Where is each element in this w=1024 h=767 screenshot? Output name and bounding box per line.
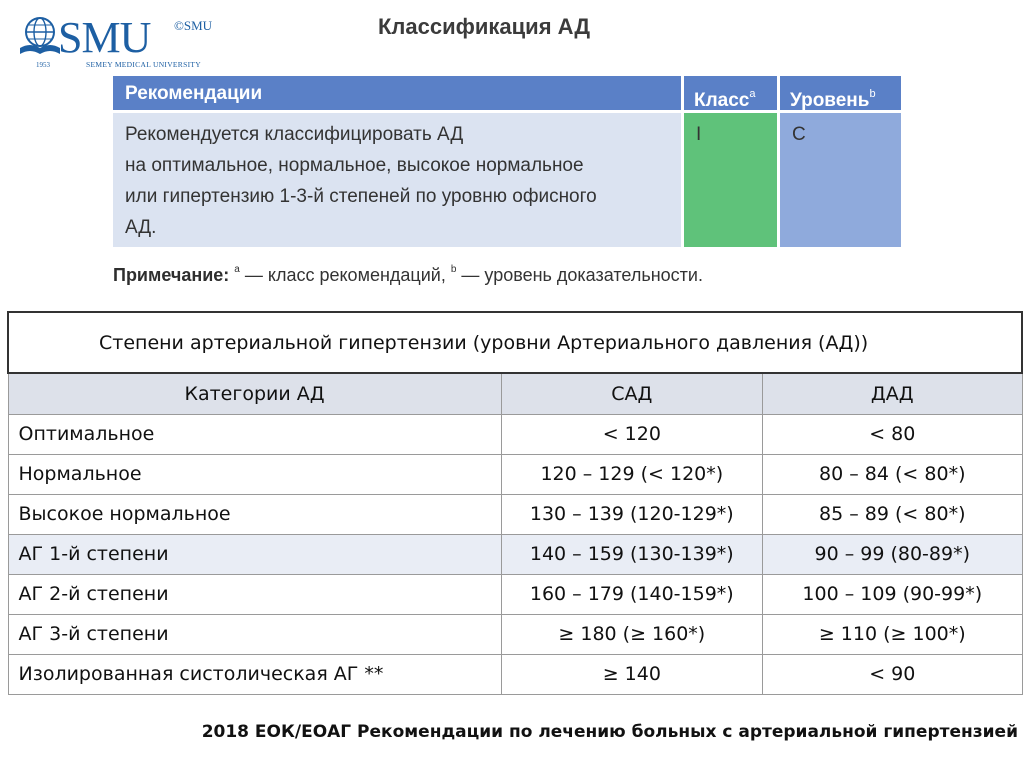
logo-year: 1953 (36, 61, 50, 69)
header-level: Уровень$^b$ (780, 76, 901, 110)
hypertension-grades-table (7, 311, 1023, 695)
column-header-category: Категории АД (8, 373, 501, 414)
note-label: Примечание: (113, 265, 230, 285)
sbp-cell: 160 – 179 (140-159*) (501, 574, 762, 614)
recommendation-table (113, 76, 901, 247)
recommendation-line: Рекомендуется классифицировать АД (125, 124, 464, 145)
dbp-cell: < 80 (763, 414, 1022, 454)
class-superscript: a (749, 88, 756, 100)
footer-source: 2018 ЕОК/ЕОАГ Рекомендации по лечению больных с артериальной гипертензией (201, 722, 1018, 742)
column-header-sbp: САД (501, 373, 762, 414)
table-row (8, 534, 1022, 574)
category-cell: АГ 3-й степени (8, 614, 501, 654)
sbp-cell: 140 – 159 (130-139*) (501, 534, 762, 574)
header-recommendation: Рекомендации (113, 76, 681, 110)
category-cell: Изолированная систолическая АГ ** (8, 654, 501, 694)
table-row (8, 494, 1022, 534)
table-row (8, 614, 1022, 654)
level-superscript: b (869, 88, 876, 100)
dbp-cell: 100 – 109 (90-99*) (763, 574, 1022, 614)
dbp-cell: < 90 (763, 654, 1022, 694)
note-sup-b: b (450, 264, 457, 275)
dbp-cell: 85 – 89 (< 80*) (763, 494, 1022, 534)
column-header-dbp: ДАД (763, 373, 1022, 414)
table-row (8, 414, 1022, 454)
table-caption: Степени артериальной гипертензии (уровни Артериального давления (АД)) (8, 312, 1022, 373)
level-value: C (780, 113, 901, 247)
note (113, 264, 703, 286)
logo-abbreviation: SMU (58, 13, 151, 62)
header-class: Класс$^a$ (684, 76, 777, 110)
recommendation-line: АД. (125, 217, 157, 238)
table-header-row (8, 373, 1022, 414)
dbp-cell: 80 – 84 (< 80*) (763, 454, 1022, 494)
globe-book-icon (18, 14, 62, 62)
category-cell: Высокое нормальное (8, 494, 501, 534)
note-sup-a: a (234, 264, 240, 275)
note-text-a: — класс рекомендаций, (239, 265, 451, 285)
table-row (8, 654, 1022, 694)
sbp-cell: 120 – 129 (< 120*) (501, 454, 762, 494)
dbp-cell: 90 – 99 (80-89*) (763, 534, 1022, 574)
university-logo (18, 13, 213, 74)
table-row (8, 574, 1022, 614)
category-cell: Оптимальное (8, 414, 501, 454)
logo-university-name: SEMEY MEDICAL UNIVERSITY (86, 60, 201, 69)
dbp-cell: ≥ 110 (≥ 100*) (763, 614, 1022, 654)
class-value: I (684, 113, 777, 247)
page-title: Классификация АД (378, 14, 591, 39)
logo-copyright: ©SMU (174, 18, 213, 33)
recommendation-line: на оптимальное, нормальное, высокое нормальное (125, 155, 584, 176)
sbp-cell: ≥ 140 (501, 654, 762, 694)
sbp-cell: ≥ 180 (≥ 160*) (501, 614, 762, 654)
recommendation-text (113, 113, 681, 247)
table-caption-row (8, 312, 1022, 373)
category-cell: АГ 1-й степени (8, 534, 501, 574)
note-text-b: — уровень доказательности. (456, 265, 703, 285)
table-row (8, 454, 1022, 494)
sbp-cell: 130 – 139 (120-129*) (501, 494, 762, 534)
recommendation-line: или гипертензию 1-3-й степеней по уровню офисного (125, 186, 597, 207)
sbp-cell: < 120 (501, 414, 762, 454)
category-cell: АГ 2-й степени (8, 574, 501, 614)
category-cell: Нормальное (8, 454, 501, 494)
